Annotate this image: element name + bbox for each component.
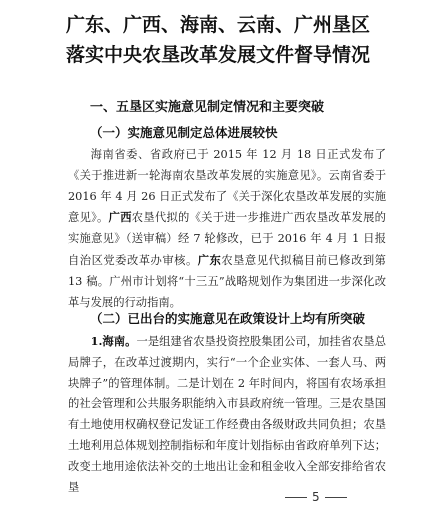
footer-dash-right <box>325 497 347 498</box>
paragraph-2-run: 一是组建省农垦投资控股集团公司，加挂省农垦总局牌子，在改革过渡期内，实行“一个企业实体、一套人马、两块牌子”的管理体制。二是计划在 2 年时间内，将国有农场承担的社会管理和公共服务职能纳入市县政府统一管理。三是农垦国有土地使用权确权登记发证工作经费由各级财政共同负担；农垦土地利用总体规划控制指标和年度计划指标由省政府单列下达；改变土地用途依法补交的土地出让金和租金收入全部安排给省农垦 <box>68 335 386 494</box>
subsection-heading-2: （二）已出台的实施意见在政策设计上均有所突破 <box>90 311 366 326</box>
paragraph-1-run: 农垦代拟的《关于进一步推进广西农垦改革发展的实施意见》（送审稿）经 7 轮修改，已于 2016 年 4 月 1 日报自治区党委改革办审核。 <box>68 211 386 267</box>
paragraph-2 <box>68 331 386 498</box>
document-title-line-2: 落实中央农垦改革发展文件督导情况 <box>65 44 370 66</box>
page-number: 5 <box>312 490 320 504</box>
paragraph-1-run-bold: 广西 <box>108 210 132 225</box>
paragraph-1-run: 农垦意见代拟稿目前已修改到第 13 稿。广州市计划将“十三五”战略规划作为集团进一步深化改革与发展的行动指南。 <box>68 253 386 309</box>
page-footer <box>280 490 352 504</box>
section-heading: 一、五垦区实施意见制定情况和主要突破 <box>90 100 325 115</box>
document-title-line-1: 广东、广西、海南、云南、广州垦区 <box>65 14 370 36</box>
paragraph-1-run: 云南省委于 2016 年 4 月 26 日正式发布了《关于深化农垦改革发展的实施意见》。 <box>68 168 386 225</box>
paragraph-1-run: 海南省委、省政府已于 2015 年 12 月 18 日正式发布了《关于推进新一轮海南农垦改革发展的实施意见》。 <box>68 148 386 182</box>
footer-dash-left <box>285 497 307 498</box>
paragraph-2-run-bold: 1.海南。 <box>90 334 137 348</box>
paragraph-1 <box>68 145 386 313</box>
subsection-heading-1: （一）实施意见制定总体进展较快 <box>90 125 278 140</box>
paragraph-1-run-bold: 广东 <box>197 252 222 267</box>
